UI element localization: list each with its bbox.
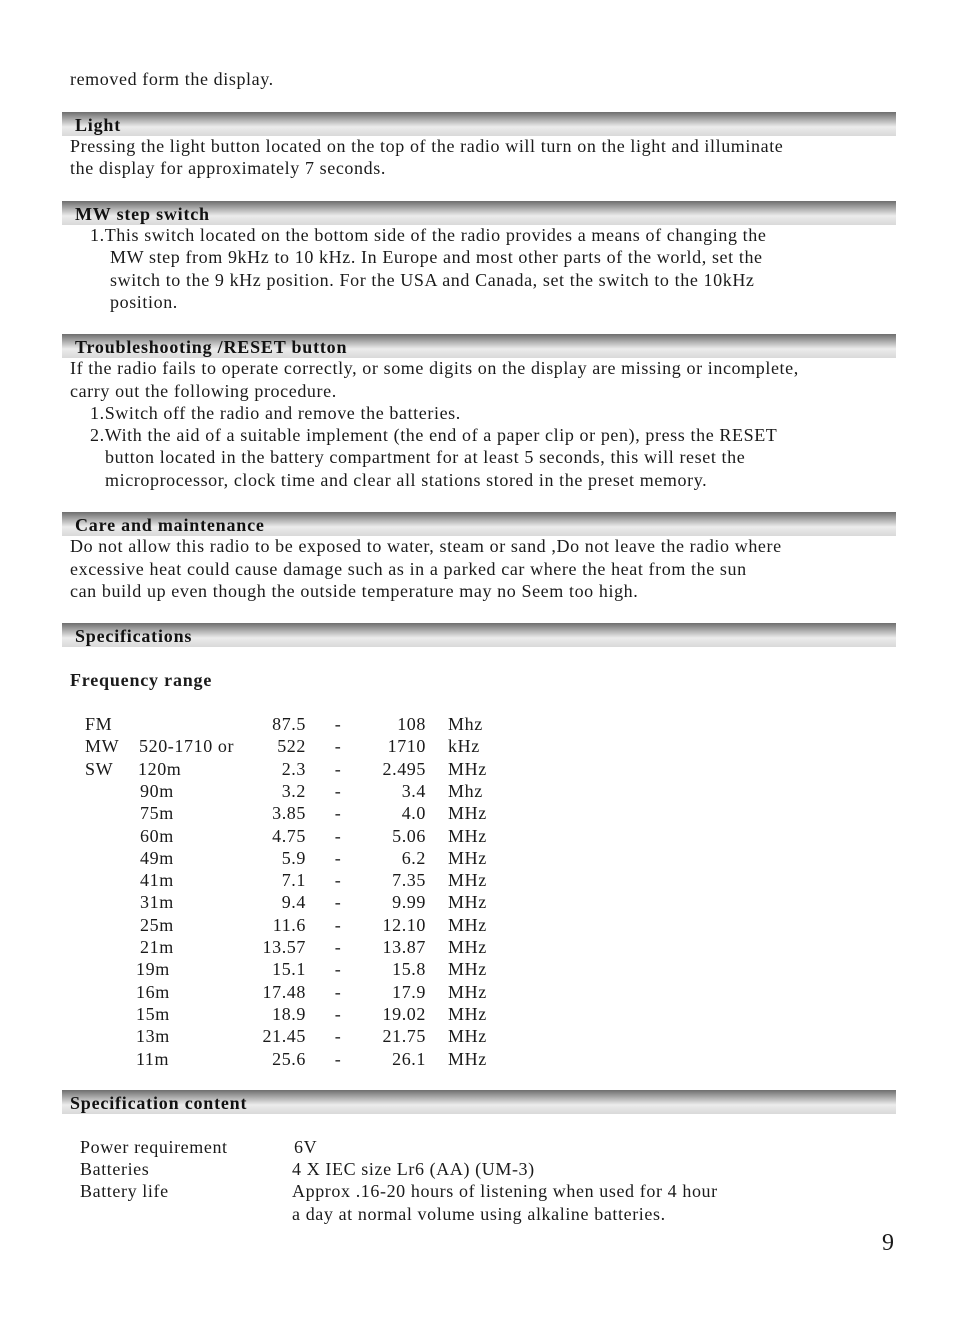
freq-high: 21.75 — [382, 1026, 426, 1046]
freq-dash: - — [334, 1004, 342, 1024]
freq-low: 18.9 — [272, 1004, 306, 1024]
freq-high: 3.4 — [401, 781, 426, 801]
section-bar-light — [62, 112, 896, 136]
freq-sub-band: 15m — [136, 1004, 170, 1024]
freq-unit: MHz — [448, 803, 487, 823]
freq-dash: - — [334, 848, 342, 868]
freq-low: 17.48 — [262, 982, 306, 1002]
freq-low: 11.6 — [272, 915, 306, 935]
spec-value-battery-life: Approx .16-20 hours of listening when used for 4 hour — [292, 1181, 718, 1201]
freq-dash: - — [334, 892, 342, 912]
freq-band: FM — [85, 714, 113, 734]
freq-high: 15.8 — [392, 959, 426, 979]
freq-high: 6.2 — [401, 848, 426, 868]
freq-unit: MHz — [448, 915, 487, 935]
freq-band: SW — [85, 759, 114, 779]
spec-label-battery-life: Battery life — [80, 1181, 169, 1201]
troubleshooting-step-2-cont-1: button located in the battery compartment for at least 5 seconds, this will reset the — [105, 447, 746, 467]
freq-dash: - — [334, 781, 342, 801]
freq-low: 21.45 — [262, 1026, 306, 1046]
freq-low: 25.6 — [272, 1049, 306, 1069]
freq-dash: - — [334, 982, 342, 1002]
freq-unit: Mhz — [448, 714, 483, 734]
freq-low: 2.3 — [281, 759, 306, 779]
freq-low: 522 — [277, 736, 306, 756]
troubleshooting-step-1: 1.Switch off the radio and remove the batteries. — [90, 403, 461, 423]
troubleshooting-line-2: carry out the following procedure. — [70, 381, 337, 401]
freq-high: 26.1 — [392, 1049, 426, 1069]
freq-unit: MHz — [448, 959, 487, 979]
section-bar-care — [62, 512, 896, 536]
section-heading-spec-content: Specification content — [70, 1093, 248, 1113]
freq-sub-band: 31m — [140, 892, 174, 912]
freq-high: 17.9 — [392, 982, 426, 1002]
section-heading-mw-step: MW step switch — [75, 204, 210, 224]
freq-low: 15.1 — [272, 959, 306, 979]
freq-sub-band: 90m — [140, 781, 174, 801]
freq-dash: - — [334, 937, 342, 957]
freq-sub-band: 60m — [140, 826, 174, 846]
mw-step-line-4: position. — [110, 292, 178, 312]
freq-unit: MHz — [448, 937, 487, 957]
freq-sub-band: 11m — [136, 1049, 170, 1069]
spec-value-batteries: 4 X IEC size Lr6 (AA) (UM-3) — [292, 1159, 535, 1179]
freq-low: 5.9 — [281, 848, 306, 868]
freq-high: 5.06 — [392, 826, 426, 846]
freq-high: 2.495 — [382, 759, 426, 779]
mw-step-line-3: switch to the 9 kHz position. For the USA and Canada, set the switch to the 10kHz — [110, 270, 755, 290]
freq-high: 9.99 — [392, 892, 426, 912]
freq-high: 12.10 — [382, 915, 426, 935]
freq-low: 4.75 — [272, 826, 306, 846]
freq-sub-band: 41m — [140, 870, 174, 890]
freq-low: 87.5 — [272, 714, 306, 734]
freq-unit: kHz — [448, 736, 480, 756]
troubleshooting-step-2-cont-2: microprocessor, clock time and clear all stations stored in the preset memory. — [105, 470, 708, 490]
light-line-2: the display for approximately 7 seconds. — [70, 158, 386, 178]
section-bar-troubleshooting — [62, 334, 896, 358]
freq-low: 3.2 — [281, 781, 306, 801]
freq-unit: MHz — [448, 1049, 487, 1069]
section-heading-specifications: Specifications — [75, 626, 193, 646]
freq-sub-band: 25m — [140, 915, 174, 935]
page-number: 9 — [882, 1230, 895, 1256]
care-line-1: Do not allow this radio to be exposed to water, steam or sand ,Do not leave the radio where — [70, 536, 782, 556]
freq-dash: - — [334, 1049, 342, 1069]
freq-unit: MHz — [448, 982, 487, 1002]
spec-value-battery-life-cont: a day at normal volume using alkaline batteries. — [292, 1204, 666, 1224]
light-line-1: Pressing the light button located on the top of the radio will turn on the light and illuminate — [70, 136, 784, 156]
freq-unit: MHz — [448, 892, 487, 912]
freq-high: 19.02 — [382, 1004, 426, 1024]
freq-band: MW — [85, 736, 120, 756]
section-bar-specifications — [62, 623, 896, 647]
freq-high: 108 — [397, 714, 426, 734]
freq-dash: - — [334, 870, 342, 890]
freq-dash: - — [334, 826, 342, 846]
freq-unit: MHz — [448, 1026, 487, 1046]
spec-label-power: Power requirement — [80, 1137, 228, 1157]
freq-high: 1710 — [387, 736, 426, 756]
freq-low: 9.4 — [281, 892, 306, 912]
freq-low: 3.85 — [272, 803, 306, 823]
mw-step-line-2: MW step from 9kHz to 10 kHz. In Europe and most other parts of the world, set the — [110, 247, 763, 267]
section-bar-mw-step — [62, 201, 896, 225]
frequency-range-title: Frequency range — [70, 670, 213, 690]
care-line-3: can build up even though the outside temperature may no Seem too high. — [70, 581, 639, 601]
freq-high: 13.87 — [382, 937, 426, 957]
freq-sub-band: 120m — [138, 759, 182, 779]
freq-high: 4.0 — [401, 803, 426, 823]
freq-dash: - — [334, 714, 342, 734]
troubleshooting-line-1: If the radio fails to operate correctly, or some digits on the display are missing or incomplete, — [70, 358, 799, 378]
freq-low: 7.1 — [281, 870, 306, 890]
freq-sub-band: 16m — [136, 982, 170, 1002]
section-heading-troubleshooting: Troubleshooting /RESET button — [75, 337, 348, 357]
freq-sub-band: 75m — [140, 803, 174, 823]
section-heading-light: Light — [75, 115, 122, 135]
freq-dash: - — [334, 759, 342, 779]
freq-unit: MHz — [448, 826, 487, 846]
freq-unit: MHz — [448, 759, 487, 779]
freq-high: 7.35 — [392, 870, 426, 890]
section-bar-spec-content — [62, 1090, 896, 1114]
freq-unit: MHz — [448, 870, 487, 890]
freq-sub-band: 21m — [140, 937, 174, 957]
freq-dash: - — [334, 736, 342, 756]
freq-low: 13.57 — [262, 937, 306, 957]
spec-label-batteries: Batteries — [80, 1159, 150, 1179]
mw-step-line-1: 1.This switch located on the bottom side of the radio provides a means of changing the — [90, 225, 767, 245]
intro-line: removed form the display. — [70, 69, 274, 89]
spec-value-power: 6V — [294, 1137, 318, 1157]
freq-unit: Mhz — [448, 781, 483, 801]
freq-unit: MHz — [448, 1004, 487, 1024]
freq-dash: - — [334, 959, 342, 979]
freq-sub-band: 520-1710 or — [139, 736, 235, 756]
freq-dash: - — [334, 1026, 342, 1046]
troubleshooting-step-2: 2.With the aid of a suitable implement (the end of a paper clip or pen), press the RESET — [90, 425, 778, 445]
freq-dash: - — [334, 915, 342, 935]
section-heading-care: Care and maintenance — [75, 515, 265, 535]
freq-unit: MHz — [448, 848, 487, 868]
freq-sub-band: 49m — [140, 848, 174, 868]
freq-sub-band: 13m — [136, 1026, 170, 1046]
freq-dash: - — [334, 803, 342, 823]
freq-sub-band: 19m — [136, 959, 170, 979]
care-line-2: excessive heat could cause damage such as in a parked car where the heat from the sun — [70, 559, 747, 579]
